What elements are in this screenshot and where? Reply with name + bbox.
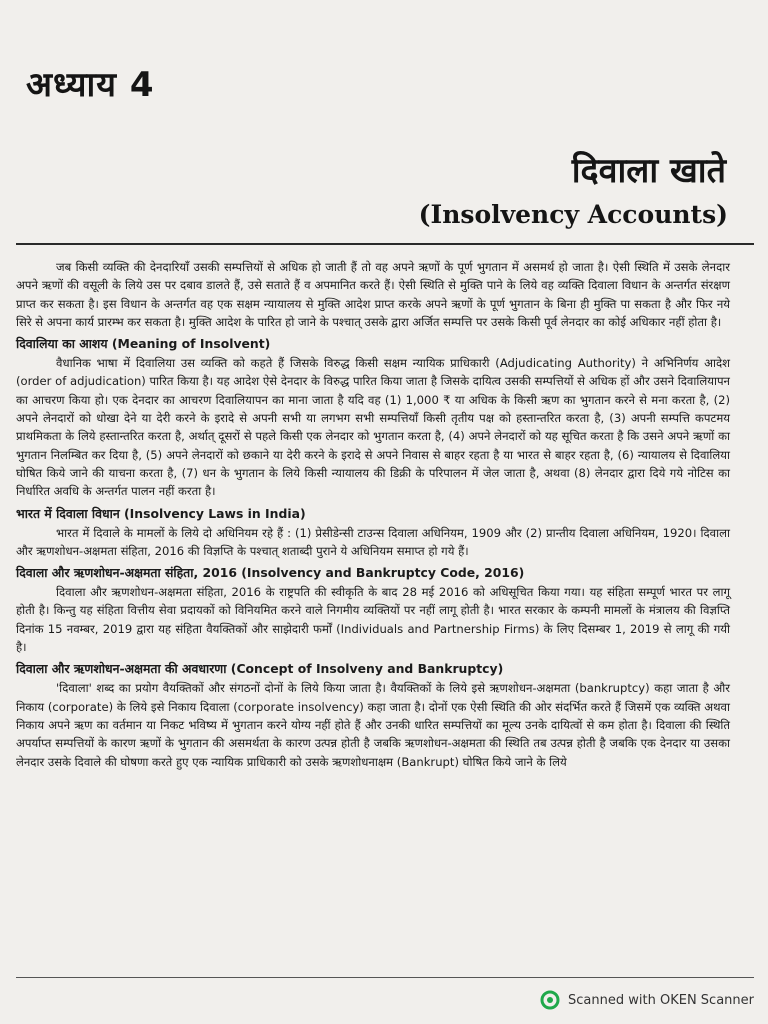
section-heading-meaning-of-insolvent: दिवालिया का आशय (Meaning of Insolvent) xyxy=(16,336,271,352)
section-heading-ibc-2016: दिवाला और ऋणशोधन-अक्षमता संहिता, 2016 (Insolvency and Bankruptcy Code, 2016) xyxy=(16,565,525,581)
intro-paragraph: जब किसी व्यक्ति की देनदारियाँ उसकी सम्पत्तियों से अधिक हो जाती हैं तो वह अपने ऋणों के पूर्ण भुगतान में असमर्थ हो जाता है। ऐसी स्थिति में उसके लेनदार अपने ऋणों की वसूली के लिये उस पर दबाव डालते हैं, उसे सताते हैं व अपमानित करते हैं। ऐसी स्थिति से मुक्ति पाने के लिये वह व्यक्ति दिवाला विधान के अन्तर्गत संरक्षण प्राप्त कर सकता है। इस विधान के अन्तर्गत वह एक सक्षम न्यायालय से मुक्ति आदेश प्राप्त करके अपने ऋणों के पूर्ण भुगतान के बिना ही मुक्ति पा सकता है और फिर नये सिरे से अपना कार्य प्रारम्भ कर सकता है। मुक्ति आदेश के पारित हो जाने के पश्चात् उसके द्वारा अर्जित सम्पत्ति पर उसके किसी पूर्व लेनदार का कोई अधिकार नहीं होता है। xyxy=(16,260,730,329)
chapter-label: अध्याय 4 xyxy=(26,65,155,105)
section-heading-concept-insolvency-bankruptcy: दिवाला और ऋणशोधन-अक्षमता की अवधारणा (Concept of Insolveny and Bankruptcy) xyxy=(16,661,504,677)
document-body xyxy=(16,258,730,771)
section-paragraph-concept-insolvency-bankruptcy: 'दिवाला' शब्द का प्रयोग वैयक्तिकों और संगठनों दोनों के लिये किया जाता है। वैयक्तिकों के लिये इसे ऋणशोधन-अक्षमता (bankruptcy) कहा जाता है और निकाय (corporate) के लिये इसे निकाय दिवाला (corporate insolvency) कहा जाता है। दोनों एक ऐसी स्थिति की ओर संदर्भित करते हैं जिसमें एक व्यक्ति अथवा निकाय अपने ऋण का वर्तमान या निकट भविष्य में भुगतान करने योग्य नहीं होते हैं और उनकी धारित सम्पत्तियों का मूल्य उनके दायित्वों से कम होता है। दिवाला की स्थिति अपर्याप्त सम्पत्तियों के कारण ऋणों के भुगतान की असमर्थता के कारण उत्पन्न होती है जबकि ऋणशोधन-अक्षमता की स्थिति तब उत्पन्न होती है जबकि एक देनदार या उसका लेनदार उसके दिवाले की घोषणा करते हुए एक न्यायिक प्राधिकारी को उसके ऋणशोधनाक्षम (Bankrupt) घोषित किये जाने के लिये xyxy=(16,681,730,769)
title-divider xyxy=(16,243,754,245)
scanner-watermark xyxy=(540,990,754,1010)
oken-scanner-icon xyxy=(540,990,560,1010)
chapter-title-hindi: दिवाला खाते xyxy=(571,151,726,191)
scanner-watermark-text: Scanned with OKEN Scanner xyxy=(568,992,754,1008)
section-heading-insolvency-laws-india: भारत में दिवाला विधान (Insolvency Laws in India) xyxy=(16,505,306,521)
section-paragraph-insolvency-laws-india: भारत में दिवाले के मामलों के लिये दो अधिनियम रहे हैं : (1) प्रेसीडेन्सी टाउन्स दिवाला अधिनियम, 1909 और (2) प्रान्तीय दिवाला अधिनियम, 1920। दिवाला और ऋणशोधन-अक्षमता संहिता, 2016 की विज्ञप्ति के पश्चात् शताब्दी पुराने ये अधिनियम समाप्त हो गये हैं। xyxy=(16,525,730,558)
chapter-title-english: (Insolvency Accounts) xyxy=(418,200,728,229)
section-paragraph-ibc-2016: दिवाला और ऋणशोधन-अक्षमता संहिता, 2016 के राष्ट्रपति की स्वीकृति के बाद 28 मई 2016 को अधिसूचित किया गया। यह संहिता सम्पूर्ण भारत पर लागू होती है। किन्तु यह संहिता वित्तीय सेवा प्रदायकों को विनियमित करने वाले निगमीय व्यक्तियों पर नहीं लागू होती है। भारत सरकार के कम्पनी मामलों के मंत्रालय की विज्ञप्ति दिनांक 15 नवम्बर, 2019 द्वारा यह संहिता वैयक्तिकों और साझेदारी फर्मों (Individuals and Partnership Firms) के लिए दिसम्बर 1, 2019 से लागू की गयी है। xyxy=(16,585,730,655)
page-bottom-edge xyxy=(16,977,754,978)
section-paragraph-meaning-of-insolvent: वैधानिक भाषा में दिवालिया उस व्यक्ति को कहते हैं जिसके विरुद्ध किसी सक्षम न्यायिक प्राधिकारी (Adjudicating Authority) ने अभिनिर्णय आदेश (order of adjudication) पारित किया है। यह आदेश ऐसे देनदार के विरुद्ध पारित किया जाता है जिसके दायित्व उसकी सम्पत्तियों से अधिक हों और उसने दिवालियापन का आचरण किया हो। एक देनदार का आचरण दिवालियापन का माना जाता है यदि वह (1) 1,000 ₹ या अधिक के किसी ऋण का भुगतान करने से मना करता है, (2) अपने लेनदारों को धोखा देने या देरी करने के इरादे से अपनी सभी या लगभग सभी सम्पत्तियाँ किसी तृतीय पक्ष को हस्तान्तरित करता है, (3) अपनी सम्पत्ति कपटमय प्राथमिकता के लिये हस्तान्तरित करता है, अर्थात् दूसरों से पहले किसी एक लेनदार को भुगतान करता है, (4) अपने लेनदारों को यह सूचित करता है कि उसने अपने ऋणों का भुगतान निलम्बित कर दिया है, (5) अपने लेनदारों को छकाने या देरी करने के इरादे से अपने निवास से बाहर रहता है या भारत से बाहर रहता है, (6) न्यायालय से दिवालिया घोषित किये जाने की याचना करता है, (7) धन के भुगतान के लिये किसी न्यायालय की डिक्री के परिपालन में जेल जाता है, अथवा (8) लेनदार द्वारा दिये गये नोटिस का निर्धारित अवधि के अन्तर्गत पालन नहीं करता है। xyxy=(16,356,730,499)
